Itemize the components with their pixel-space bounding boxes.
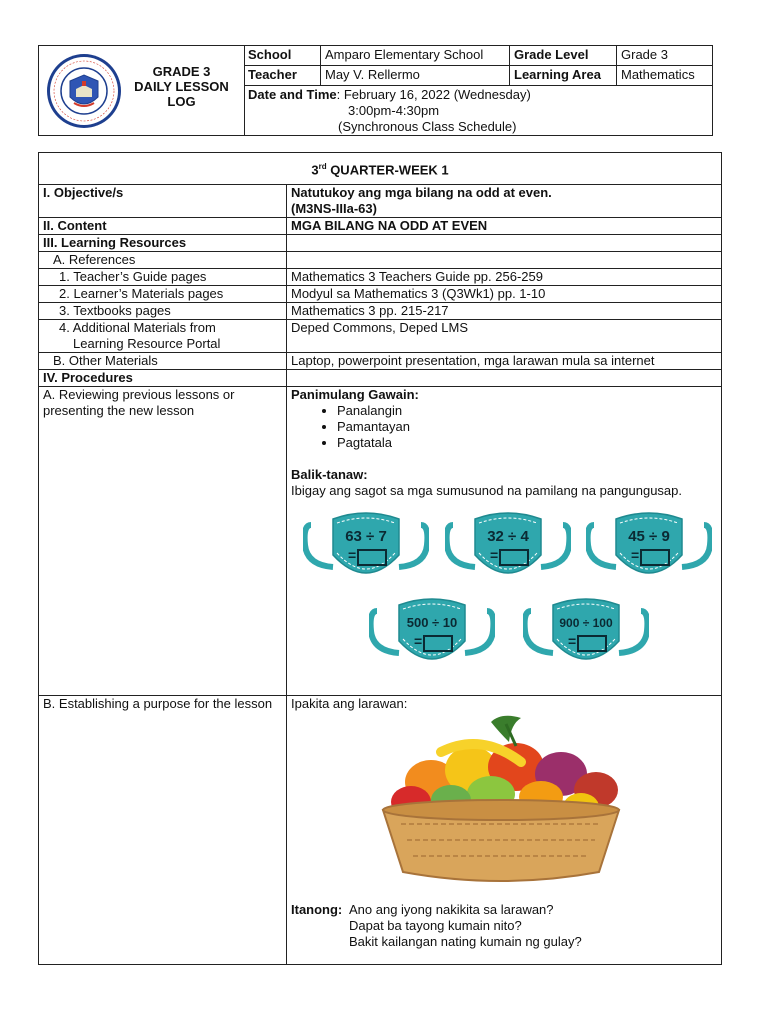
- header-info-table: [244, 46, 712, 135]
- itanong-block: [291, 902, 717, 950]
- procedures-label: IV. Procedures: [39, 370, 287, 387]
- answer-box: [423, 635, 453, 652]
- deped-seal-icon: [46, 53, 122, 129]
- balik-tanaw-text: Ibigay ang sagot sa mga sumusunod na pamilang na pangungusap.: [291, 483, 683, 499]
- answer-box: [499, 549, 529, 566]
- procedure-b-content: [287, 696, 722, 965]
- division-expression: 32 ÷ 4: [487, 528, 529, 546]
- fruit-basket-image: [371, 712, 631, 890]
- face-mask-problem-1: 63 ÷ 7 =: [303, 509, 429, 585]
- content-value: MGA BILANG NA ODD AT EVEN: [287, 218, 722, 235]
- face-mask-problem-4: 500 ÷ 10 =: [369, 595, 495, 671]
- additional-materials-value: Deped Commons, Deped LMS: [287, 320, 722, 353]
- textbooks-label: 3. Textbooks pages: [39, 303, 287, 320]
- grade-level-label: Grade Level: [510, 46, 617, 66]
- daily-lesson-log-title: GRADE 3 DAILY LESSON LOG: [134, 64, 229, 109]
- other-materials-value: Laptop, powerpoint presentation, mga larawan mula sa internet: [287, 353, 722, 370]
- list-item: • Pagtatala: [337, 435, 717, 451]
- face-mask-problem-2: 32 ÷ 4 =: [445, 509, 571, 585]
- learning-area-label: Learning Area: [510, 66, 617, 86]
- school-label: School: [244, 46, 321, 66]
- procedure-a-content: [287, 387, 722, 696]
- learners-materials-value: Modyul sa Mathematics 3 (Q3Wk1) pp. 1-10: [287, 286, 722, 303]
- other-materials-label: B. Other Materials: [39, 353, 287, 370]
- procedure-b-label: B. Establishing a purpose for the lesson: [39, 696, 287, 965]
- division-expression: 45 ÷ 9: [628, 528, 670, 546]
- answer-box: [357, 549, 387, 566]
- division-masks-group: [291, 499, 717, 677]
- learners-materials-label: 2. Learner’s Materials pages: [39, 286, 287, 303]
- division-expression: 500 ÷ 10: [406, 615, 458, 631]
- school-value: Amparo Elementary School: [321, 46, 510, 66]
- lesson-plan-table: [38, 152, 722, 965]
- list-item: • Pamantayan: [337, 419, 717, 435]
- resources-label: III. Learning Resources: [39, 235, 287, 252]
- teacher-label: Teacher: [244, 66, 321, 86]
- list-item: • Panalangin: [337, 403, 717, 419]
- teacher-value: May V. Rellermo: [321, 66, 510, 86]
- learning-area-value: Mathematics: [617, 66, 713, 86]
- question-item: Ano ang iyong nakikita sa larawan?: [349, 902, 554, 918]
- textbooks-value: Mathematics 3 pp. 215-217: [287, 303, 722, 320]
- objectives-label: I. Objective/s: [39, 185, 287, 218]
- answer-box: [640, 549, 670, 566]
- schedule-type: (Synchronous Class Schedule): [338, 119, 517, 134]
- teachers-guide-label: 1. Teacher’s Guide pages: [39, 269, 287, 286]
- header-title-cell: [39, 46, 245, 135]
- procedure-a-label: A. Reviewing previous lessons or presenting the new lesson: [39, 387, 287, 696]
- answer-box: [577, 635, 607, 652]
- content-label: II. Content: [39, 218, 287, 235]
- panimulang-gawain-title: Panimulang Gawain:: [291, 387, 419, 403]
- time-value: 3:00pm-4:30pm: [348, 103, 440, 118]
- face-mask-problem-3: 45 ÷ 9 =: [586, 509, 712, 585]
- additional-materials-label: 4. Additional Materials from Learning Resource Portal: [39, 320, 287, 353]
- teachers-guide-value: Mathematics 3 Teachers Guide pp. 256-259: [287, 269, 722, 286]
- question-item: Dapat ba tayong kumain nito?: [349, 918, 522, 934]
- date-time-value: : February 16, 2022 (Wednesday): [336, 87, 531, 102]
- references-label: A. References: [39, 252, 287, 269]
- lesson-log-header: [38, 45, 713, 136]
- balik-tanaw-title: Balik-tanaw:: [291, 467, 368, 483]
- division-expression: 63 ÷ 7: [345, 528, 387, 546]
- itanong-label: Itanong:: [291, 902, 343, 918]
- date-time-cell: [244, 86, 712, 136]
- objectives-value: Natutukoy ang mga bilang na odd at even. (M3NS-IIIa-63): [287, 185, 722, 218]
- date-time-label: Date and Time: [248, 87, 337, 102]
- question-item: Bakit kailangan nating kumain ng gulay?: [349, 934, 582, 950]
- division-expression: 900 ÷ 100: [559, 616, 613, 631]
- grade-level-value: Grade 3: [617, 46, 713, 66]
- panimulang-gawain-list: [291, 403, 717, 451]
- face-mask-problem-5: 900 ÷ 100 =: [523, 595, 649, 671]
- ipakita-text: Ipakita ang larawan:: [291, 696, 408, 712]
- quarter-week-heading: 3rd QUARTER-WEEK 1: [39, 153, 722, 185]
